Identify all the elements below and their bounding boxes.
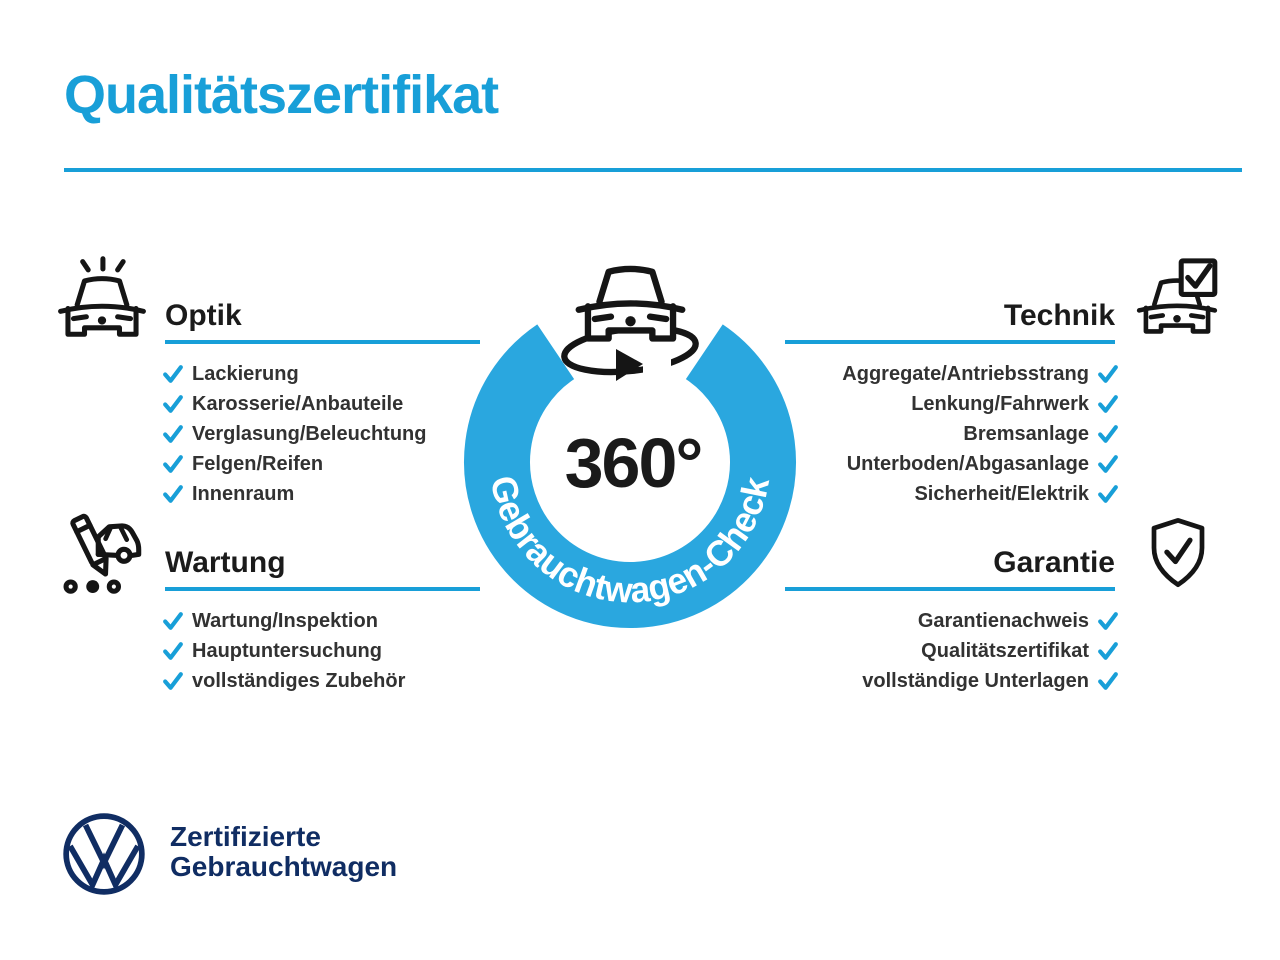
check-item-label: Unterboden/Abgasanlage bbox=[846, 452, 1089, 475]
check-icon bbox=[163, 425, 183, 444]
check-icon bbox=[1098, 455, 1118, 474]
check-icon bbox=[1098, 395, 1118, 414]
page-title: Qualitätszertifikat bbox=[64, 65, 499, 125]
check-icon bbox=[163, 395, 183, 414]
check-item-label: Innenraum bbox=[192, 482, 295, 505]
footer-line-2: Gebrauchtwagen bbox=[170, 851, 398, 882]
check-icon bbox=[163, 612, 183, 631]
checklist-optik bbox=[163, 360, 426, 509]
check-icon bbox=[163, 455, 183, 474]
check-item-label: vollständiges Zubehör bbox=[192, 669, 406, 692]
footer-brand-text bbox=[170, 822, 397, 882]
check-item bbox=[163, 449, 426, 479]
section-title-garantie: Garantie bbox=[993, 546, 1115, 579]
check-item-label: Karosserie/Anbauteile bbox=[192, 393, 404, 416]
badge-ring-label: Gebrauchtwagen-Check bbox=[482, 471, 778, 611]
check-item-label: Verglasung/Beleuchtung bbox=[192, 422, 427, 445]
check-item bbox=[163, 420, 426, 450]
vw-logo bbox=[60, 810, 148, 898]
check-icon bbox=[1098, 642, 1118, 661]
pencil-car-checklist-icon bbox=[55, 512, 147, 606]
check-icon bbox=[163, 365, 183, 384]
shield-check-icon bbox=[1148, 517, 1208, 589]
check-item-label: Wartung/Inspektion bbox=[192, 610, 378, 633]
check-item-label: Felgen/Reifen bbox=[192, 452, 324, 475]
check-item-label: Sicherheit/Elektrik bbox=[914, 482, 1089, 505]
section-title-technik: Technik bbox=[1003, 299, 1115, 332]
check-icon bbox=[1098, 612, 1118, 631]
section-divider-wartung bbox=[165, 587, 480, 591]
car-rotation-icon bbox=[562, 269, 698, 386]
section-divider-technik bbox=[785, 340, 1115, 344]
check-item bbox=[163, 607, 405, 637]
check-item bbox=[163, 479, 426, 509]
check-item bbox=[163, 667, 405, 697]
check-icon bbox=[163, 642, 183, 661]
check-item bbox=[163, 637, 405, 667]
check-item-label: Lenkung/Fahrwerk bbox=[911, 393, 1089, 416]
car-checkbox-icon bbox=[1135, 258, 1219, 346]
check-icon bbox=[1098, 672, 1118, 691]
check-icon bbox=[163, 672, 183, 691]
section-divider-optik bbox=[165, 340, 480, 344]
check-icon bbox=[1098, 485, 1118, 504]
shiny-car-icon bbox=[56, 256, 148, 350]
section-title-optik: Optik bbox=[165, 299, 242, 332]
checklist-wartung bbox=[163, 607, 405, 696]
check-item bbox=[697, 667, 1118, 697]
section-title-wartung: Wartung bbox=[165, 546, 286, 579]
check-icon bbox=[1098, 425, 1118, 444]
title-divider bbox=[64, 168, 1242, 172]
check-icon bbox=[163, 485, 183, 504]
check-item-label: Hauptuntersuchung bbox=[192, 640, 382, 663]
section-divider-garantie bbox=[785, 587, 1115, 591]
check-item-label: Garantienachweis bbox=[917, 610, 1089, 633]
check-item-label: Aggregate/Antriebsstrang bbox=[842, 363, 1089, 386]
check-item-label: vollständige Unterlagen bbox=[862, 669, 1089, 692]
badge-degree-label: 360° bbox=[564, 424, 702, 502]
check-item-label: Qualitätszertifikat bbox=[921, 640, 1089, 663]
check-icon bbox=[1098, 365, 1118, 384]
footer-line-1: Zertifizierte bbox=[170, 821, 321, 852]
check-item bbox=[163, 390, 426, 420]
check-item-label: Lackierung bbox=[192, 363, 299, 386]
check-item-label: Bremsanlage bbox=[963, 422, 1089, 445]
check-item bbox=[163, 360, 426, 390]
badge-360-check bbox=[440, 250, 830, 650]
